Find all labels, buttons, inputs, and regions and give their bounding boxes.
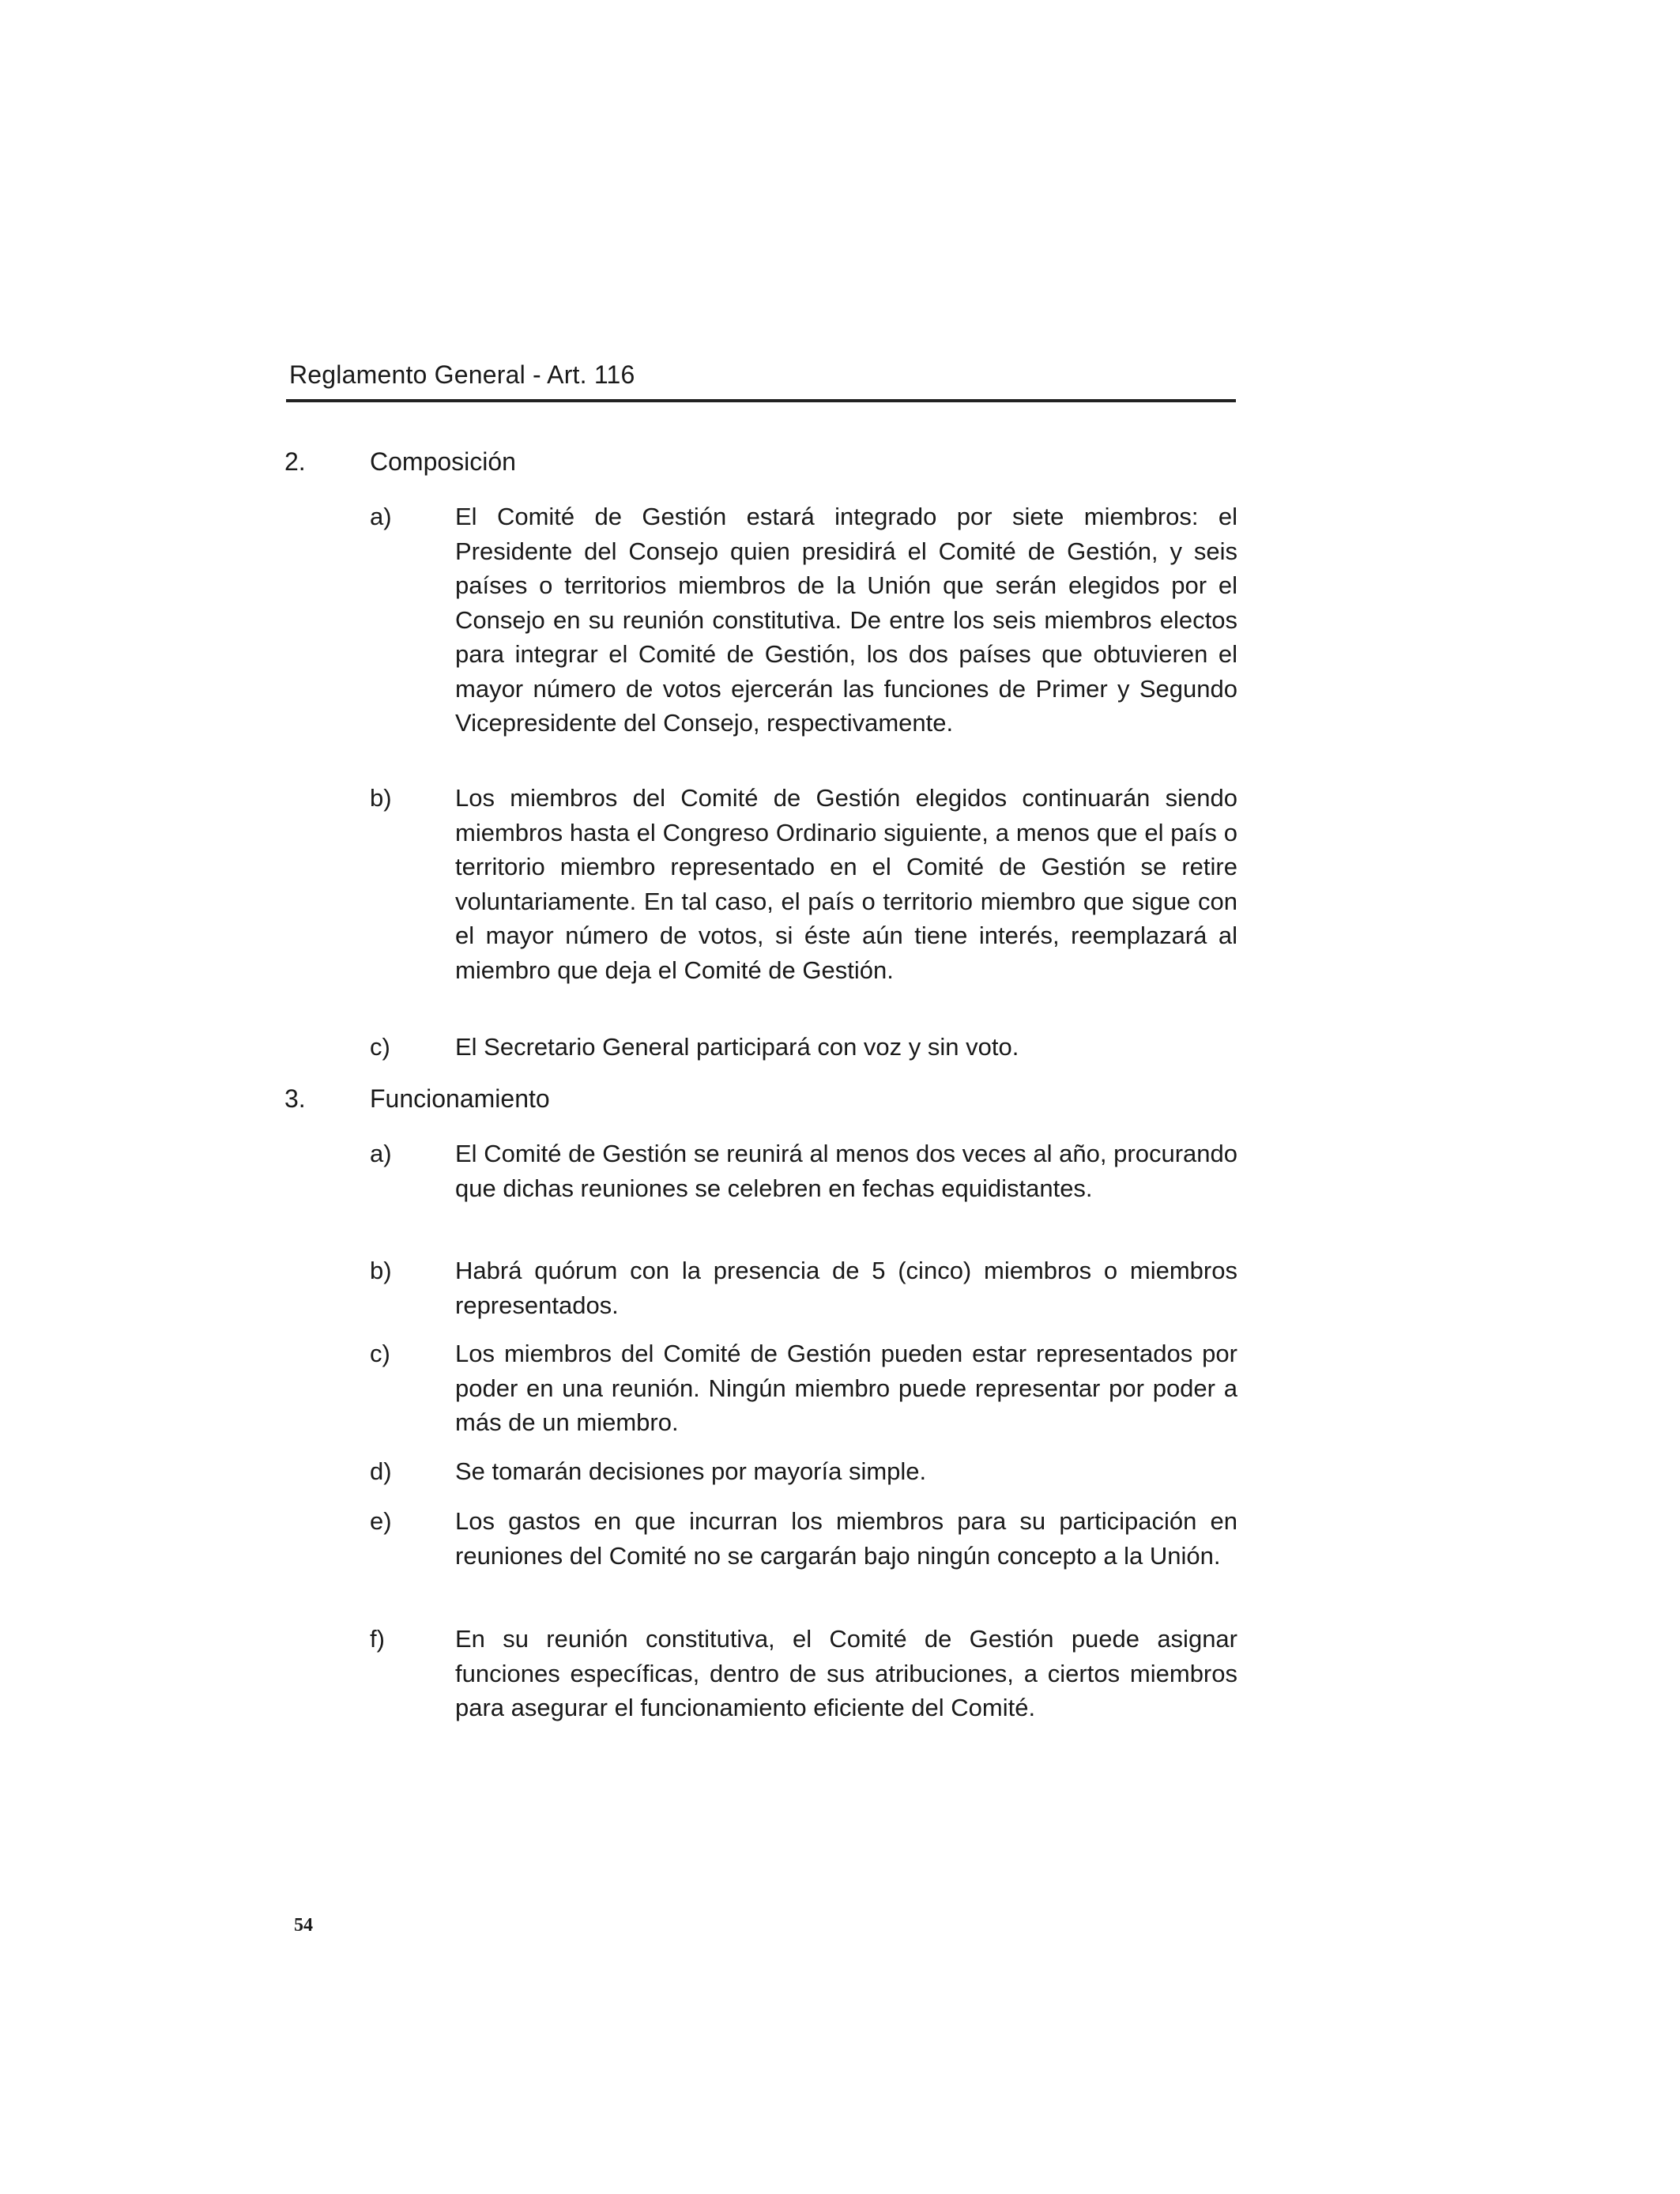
item-label: b) [370, 784, 392, 812]
item-text: Los gastos en que incurran los miembros para su participación en reuniones del Comité no se cargarán bajo ningún concepto a la Unión. [455, 1507, 1237, 1570]
section-number: 2. [284, 447, 306, 476]
item-label: a) [370, 503, 392, 530]
item-text: Los miembros del Comité de Gestión pueden estar representados por poder en una reunión. Ningún miembro puede representar por poder a más de un miembro. [455, 1340, 1237, 1436]
section-title: Funcionamiento [370, 1084, 550, 1113]
section-title: Composición [370, 447, 516, 476]
item-text: En su reunión constitutiva, el Comité de Gestión puede asignar funciones específicas, dentro de sus atribuciones, a ciertos miembros para asegurar el funcionamiento eficiente del Comité. [455, 1625, 1237, 1721]
item-label: f) [370, 1625, 385, 1653]
item-text: Se tomarán decisiones por mayoría simple. [455, 1457, 927, 1485]
item-text: Los miembros del Comité de Gestión elegidos continuarán siendo miembros hasta el Congreso Ordinario siguiente, a menos que el país o territorio miembro representado en el Comité de Gestión se retire voluntariamente. En tal caso, el país o territorio miembro que sigue con el mayor número de votos, si éste aún tiene interés, reemplazará al miembro que deja el Comité de Gestión. [455, 784, 1237, 984]
item-text: El Comité de Gestión estará integrado por siete miembros: el Presidente del Consejo quien presidirá el Comité de Gestión, y seis países o territorios miembros de la Unión que serán elegidos por el Consejo en su reunión constitutiva. De entre los seis miembros electos para integrar el Comité de Gestión, los dos países que obtuvieren el mayor número de votos ejercerán las funciones de Primer y Segundo Vicepresidente del Consejo, respectivamente. [455, 503, 1237, 737]
section-heading [284, 1084, 1249, 1124]
item-label: c) [370, 1340, 390, 1367]
page-number: 54 [294, 1915, 313, 1936]
item-text: El Comité de Gestión se reunirá al menos dos veces al año, procurando que dichas reuniones se celebren en fechas equidistantes. [455, 1140, 1237, 1202]
item-text: El Secretario General participará con voz y sin voto. [455, 1033, 1019, 1061]
item-text: Habrá quórum con la presencia de 5 (cinco) miembros o miembros representados. [455, 1257, 1237, 1319]
section-number: 3. [284, 1084, 306, 1113]
item-label: e) [370, 1507, 392, 1535]
item-label: c) [370, 1033, 390, 1061]
item-label: b) [370, 1257, 392, 1284]
section-heading [284, 447, 1249, 487]
item-label: a) [370, 1140, 392, 1167]
section-composicion [284, 447, 1249, 487]
running-header: Reglamento General - Art. 116 [289, 360, 635, 389]
header-rule [286, 399, 1236, 402]
section-funcionamiento [284, 1084, 1249, 1124]
item-label: d) [370, 1457, 392, 1485]
